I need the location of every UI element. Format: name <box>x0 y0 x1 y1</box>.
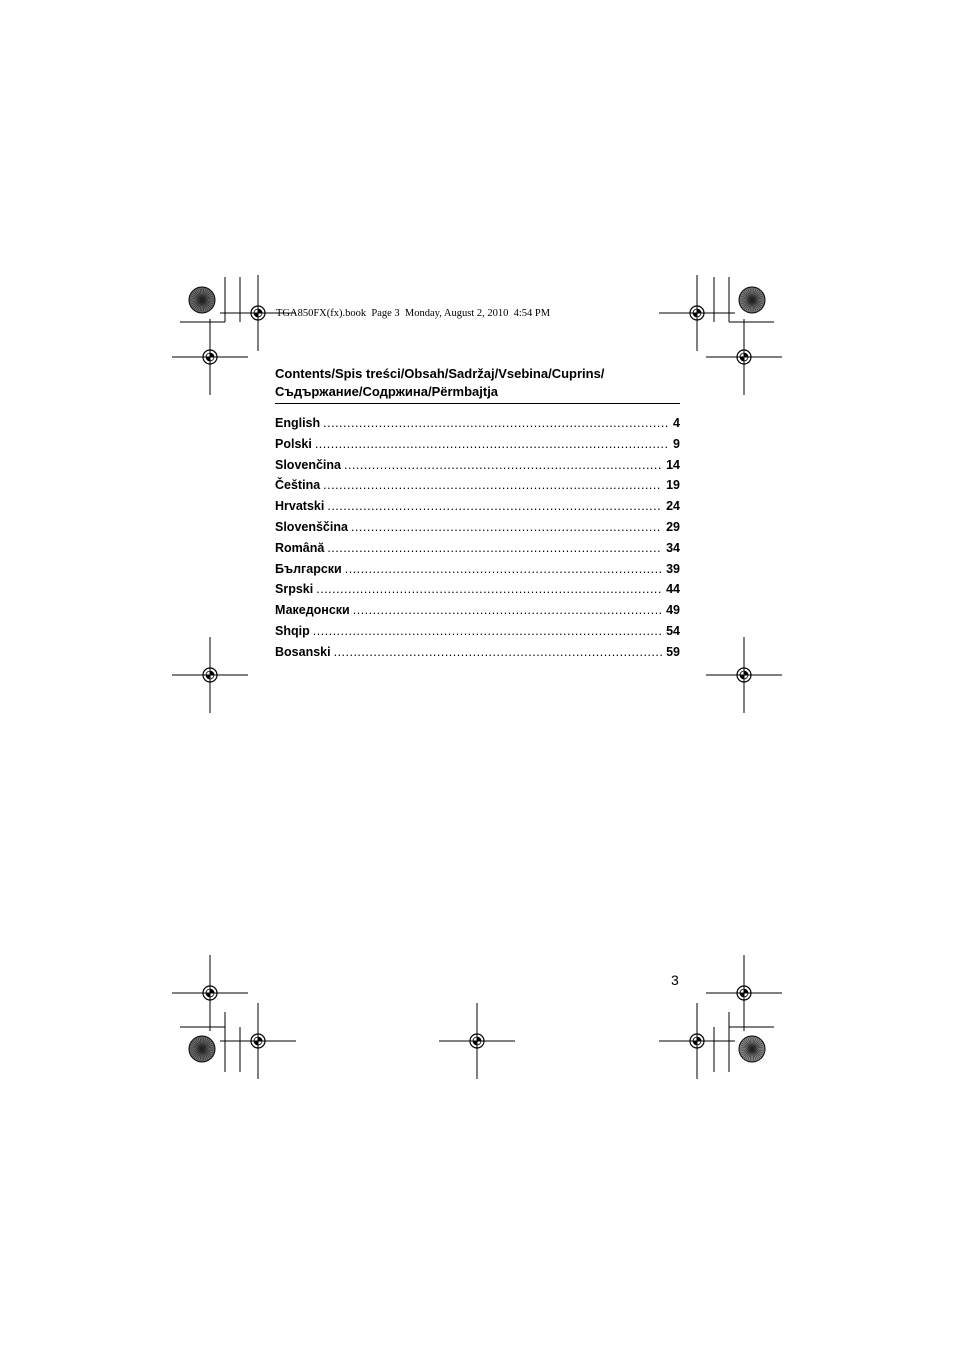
toc-label: Македонски <box>275 603 350 618</box>
toc-row[interactable] <box>275 455 680 476</box>
toc-page: 9 <box>673 436 680 451</box>
toc-row[interactable] <box>275 579 680 600</box>
page-title-line-1: Contents/Spis treści/Obsah/Sadržaj/Vsebina/Cuprins/ <box>275 366 605 381</box>
registration-mark <box>706 319 782 395</box>
toc-row[interactable] <box>275 475 680 496</box>
toc-page: 24 <box>666 499 680 514</box>
dot-leader <box>345 559 662 580</box>
registration-mark <box>220 1003 296 1079</box>
toc-page: 19 <box>666 478 680 493</box>
dot-leader <box>353 600 662 621</box>
dot-leader <box>323 413 669 434</box>
registration-mark <box>439 1003 515 1079</box>
toc-row[interactable] <box>275 517 680 538</box>
toc-label: Bosanski <box>275 644 331 659</box>
toc-label: Polski <box>275 436 312 451</box>
registration-mark <box>172 637 248 713</box>
toc-page: 29 <box>666 519 680 534</box>
registration-mark <box>706 637 782 713</box>
toc-page: 59 <box>666 644 680 659</box>
dot-leader <box>315 434 669 455</box>
dot-leader <box>334 642 663 663</box>
toc-row[interactable] <box>275 413 680 434</box>
toc-label: Български <box>275 561 342 576</box>
toc-row[interactable] <box>275 559 680 580</box>
toc-page: 14 <box>666 457 680 472</box>
toc-label: English <box>275 416 321 430</box>
toc-row[interactable] <box>275 642 680 663</box>
dot-leader <box>316 579 662 600</box>
toc-page: 54 <box>666 623 680 638</box>
dot-leader <box>351 517 662 538</box>
dot-leader <box>313 621 662 642</box>
toc-page: 4 <box>673 416 680 430</box>
toc-label: Shqip <box>275 623 310 638</box>
toc-label: Slovenščina <box>275 519 348 534</box>
dot-leader <box>327 496 662 517</box>
page-title <box>275 365 680 401</box>
dot-leader <box>327 538 662 559</box>
toc-page: 44 <box>666 582 680 597</box>
toc-row[interactable] <box>275 538 680 559</box>
toc-label: Slovenčina <box>275 457 341 472</box>
toc-row[interactable] <box>275 496 680 517</box>
registration-mark <box>172 955 248 1031</box>
toc-label: Hrvatski <box>275 499 325 514</box>
toc-label: Română <box>275 540 325 555</box>
registration-mark <box>659 1003 735 1079</box>
toc-row[interactable] <box>275 434 680 455</box>
toc-page: 39 <box>666 561 680 576</box>
table-of-contents <box>275 413 680 663</box>
dot-leader <box>323 475 662 496</box>
toc-row[interactable] <box>275 621 680 642</box>
title-divider <box>275 403 680 404</box>
dot-leader <box>344 455 662 476</box>
registration-mark <box>659 275 735 351</box>
toc-label: Čeština <box>275 478 321 493</box>
registration-mark <box>706 955 782 1031</box>
toc-page: 34 <box>666 540 680 555</box>
registration-mark <box>172 319 248 395</box>
page-number: 3 <box>671 972 679 988</box>
toc-row[interactable] <box>275 600 680 621</box>
toc-page: 49 <box>666 603 680 618</box>
print-slug-line: TGA850FX(fx).book Page 3 Monday, August 2, 2010 4:54 PM <box>276 308 551 319</box>
toc-label: Srpski <box>275 582 314 597</box>
page-title-line-2: Съдържание/Содржина/Përmbajtja <box>275 384 499 399</box>
